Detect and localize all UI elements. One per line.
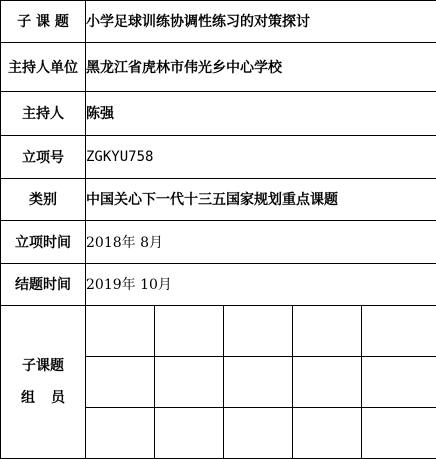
member-cell (86, 408, 155, 459)
value-leader: 陈强 (86, 91, 436, 136)
member-cell (155, 408, 224, 459)
row-project-number (1, 136, 436, 179)
member-cell (293, 306, 362, 357)
member-cell (293, 357, 362, 408)
value-subproject: 小学足球训练协调性练习的对策探讨 (86, 1, 436, 43)
member-cell (362, 357, 436, 408)
member-cell (293, 408, 362, 459)
member-cell (362, 306, 436, 357)
members-row-1 (1, 306, 436, 357)
label-members-line1: 子课题 (22, 358, 64, 375)
label-leader: 主持人 (1, 91, 86, 136)
row-start-date (1, 220, 436, 263)
value-host-unit: 黑龙江省虎林市伟光乡中心学校 (86, 42, 436, 91)
member-cell (224, 357, 293, 408)
member-cell (86, 306, 155, 357)
value-project-number: ZGKYU758 (86, 136, 436, 179)
member-cell (155, 357, 224, 408)
member-cell (155, 306, 224, 357)
label-end-date: 结题时间 (1, 263, 86, 306)
value-start-date: 2018年 8月 (86, 220, 436, 263)
label-members-line2: 组员 (21, 390, 81, 407)
row-subproject (1, 1, 436, 43)
row-end-date (1, 263, 436, 306)
member-cell (224, 408, 293, 459)
label-members (1, 306, 86, 459)
label-host-unit: 主持人单位 (1, 42, 86, 91)
row-host-unit (1, 42, 436, 91)
value-end-date: 2019年 10月 (86, 263, 436, 306)
label-category: 类别 (1, 179, 86, 221)
label-project-number: 立项号 (1, 136, 86, 179)
row-leader (1, 91, 436, 136)
member-cell (362, 408, 436, 459)
member-cell (86, 357, 155, 408)
label-subproject: 子 课 题 (1, 1, 86, 43)
row-category (1, 179, 436, 221)
label-start-date: 立项时间 (1, 220, 86, 263)
value-category: 中国关心下一代十三五国家规划重点课题 (86, 179, 436, 221)
member-cell (224, 306, 293, 357)
